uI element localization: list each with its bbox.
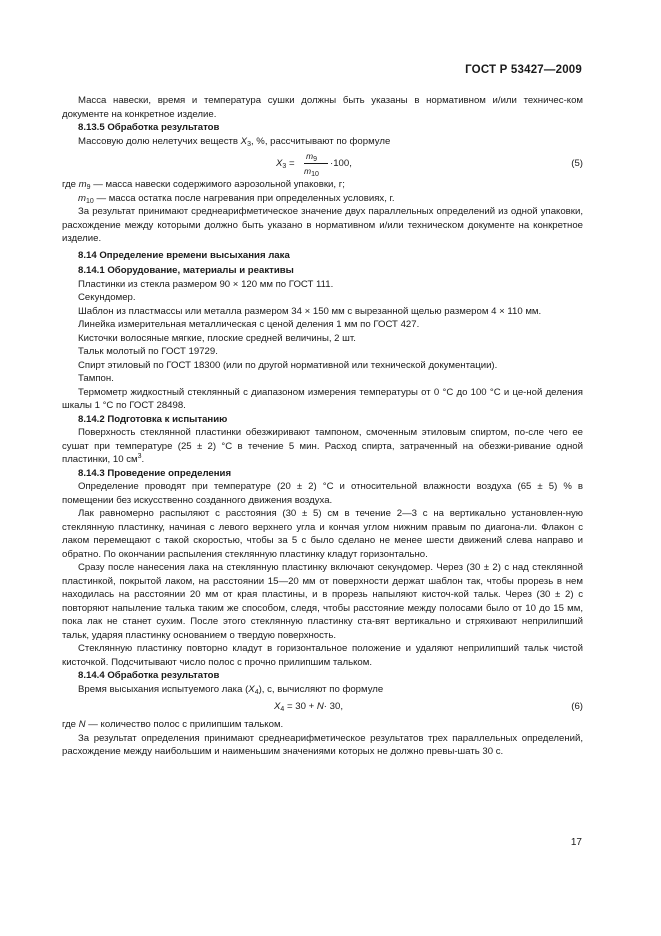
formula-6-number: (6) xyxy=(571,701,583,712)
equipment-item-5: Кисточки волосяные мягкие, плоские средней величины, 2 шт. xyxy=(78,332,356,344)
equipment-item-1: Пластинки из стекла размером 90 × 120 мм по ГОСТ 111. xyxy=(78,278,334,290)
formula-5-numerator: $m_9$ xyxy=(306,151,317,163)
formula-5: $X_3$ = $m_9$ $m_{10}$ ·100, (5) xyxy=(276,151,583,178)
equipment-item-7: Спирт этиловый по ГОСТ 18300 (или по другой нормативной или технической документации). xyxy=(78,359,498,371)
paragraph-conditions: Определение проводят при температуре (20 ± 2) °С и относительной влажности воздуха (65 ± 5) % в помещении без искусственно созданного движения воздуха. xyxy=(62,481,583,506)
equipment-item-9: Термометр жидкостный стеклянный с диапазоном измерения температуры от 0 °С до 100 °С и це-ной деления шкалы 1 °С по ГОСТ 28498. xyxy=(62,386,583,411)
page-content xyxy=(62,94,583,759)
heading-8-13-5: 8.13.5 Обработка результатов xyxy=(78,122,220,133)
equipment-item-2: Секундомер. xyxy=(78,292,136,303)
formula-5-number: (5) xyxy=(571,158,583,169)
equipment-item-8: Тампон. xyxy=(78,373,114,384)
paragraph-nonvolatile-intro: Массовую долю нелетучих веществ $X_3$, %, рассчитывают по формуле xyxy=(78,135,391,148)
paragraph-final-result: За результат определения принимают среднеарифметическое результатов трех параллельных определений, расхождение между наибольшим и наименьшим значениями которых не должно превы-шать 30 с. xyxy=(62,732,583,757)
paragraph-talc-removal: Стеклянную пластинку повторно кладут в горизонтальное положение и удаляют неприлипший тальк чистой кисточкой. Подсчитывают число полос с прочно прилипшим тальком. xyxy=(62,643,583,668)
paragraph-preparation: Поверхность стеклянной пластинки обезжиривают тампоном, смоченным этиловым спиртом, по-сле чего ее сушат при температуре (25 ± 2) °С в течение 5 мин. Расход спирта, затраченный на обезжи-ривание одной пластинки, 10 $см^3$. xyxy=(62,427,583,465)
formula-6: $X_4 = 30 + N\cdot 30$, (6) xyxy=(274,701,583,713)
where-m9: где $m_9$ — масса навески содержимого аэрозольной упаковки, г; xyxy=(62,179,345,191)
equipment-item-4: Линейка измерительная металлическая с ценой деления 1 мм по ГОСТ 427. xyxy=(78,319,420,330)
paragraph-spraying: Лак равномерно распыляют с расстояния (30 ± 5) см в течение 2—3 с на вертикально установлен-ную стеклянную пластинку, начиная с левого верхнего угла и кончая углом нижним правым по диагона-ли. Флакон с лаком перемещают с такой скоростью, чтобы за 5 с было сделано не менее шести движений слева направо и обратно. По окончании распыления стеклянную пластинку кладут горизонтально. xyxy=(62,508,583,560)
paragraph-sample-mass: Масса навески, время и температура сушки должны быть указаны в нормативном и/или техничес-ком документе на конкретное изделие. xyxy=(62,95,583,120)
heading-8-14-4: 8.14.4 Обработка результатов xyxy=(78,670,220,681)
where-n: где N — количество полос с прилипшим тальком. xyxy=(62,719,284,730)
paragraph-result-average: За результат принимают среднеарифметическое значение двух параллельных определений из одной упаковки, расхождение между которыми должно быть указано в нормативном и/или техническом документе на конкретное изделие. xyxy=(62,206,583,244)
equipment-item-3: Шаблон из пластмассы или металла размером 34 × 150 мм с вырезанной щелью размером 4 × 110 мм. xyxy=(78,305,542,317)
paragraph-drying-time-intro: Время высыхания испытуемого лака $(X_4)$, с, вычисляют по формуле xyxy=(78,683,384,696)
formula-5-denominator: $m_{10}$ xyxy=(304,166,319,178)
page-number: 17 xyxy=(570,837,582,848)
formula-5-fraction-line xyxy=(304,163,328,164)
equipment-item-6: Тальк молотый по ГОСТ 19729. xyxy=(78,346,218,357)
heading-8-14-3: 8.14.3 Проведение определения xyxy=(78,467,232,479)
heading-8-14-1: 8.14.1 Оборудование, материалы и реактивы xyxy=(78,265,294,276)
standard-header: ГОСТ Р 53427—2009 xyxy=(465,64,582,76)
paragraph-talc-application: Сразу после нанесения лака на стеклянную пластинку включают секундомер. Через (30 ± 2) с над стеклянной пластинкой, покрытой лаком, на расстоянии 15—20 мм от поверхности держат шаблон так, чтобы прорезь в нем находилась на расстоянии 20 мм от края пластины, и в прорезь напыляют кисточ-кой тальк. Через (30 ± 2) с повторяют напыление талька таким же способом, следя, чтобы расстояние между полосами было от 10 до 15 мм, пока лак не станет сухим. После этого стеклянную пластинку ста-вят вертикально и стряхивают неприлипший тальк, ударяя пластинку основанием о твердую поверхность. xyxy=(62,562,583,641)
heading-8-14-2: 8.14.2 Подготовка к испытанию xyxy=(78,413,228,425)
where-m10: $m_{10}$ — масса остатка после нагревания при определенных условиях, г. xyxy=(78,192,395,205)
heading-8-14: 8.14 Определение времени высыхания лака xyxy=(78,249,290,261)
